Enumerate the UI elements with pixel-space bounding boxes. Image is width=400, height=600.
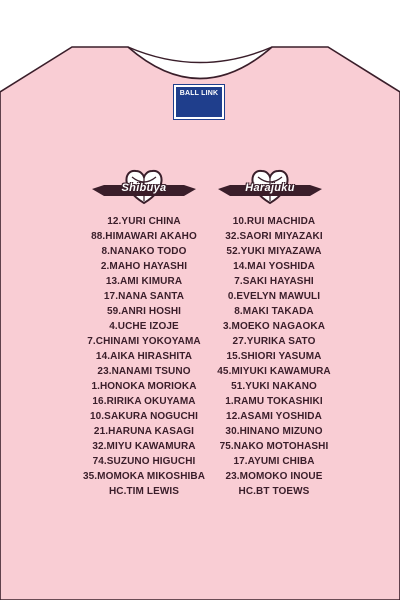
- roster-entry: 10.SAKURA NOGUCHI: [89, 411, 198, 422]
- roster-entry: 88.HIMAWARI AKAHO: [91, 231, 197, 242]
- roster-entry: 27.YURIKA SATO: [232, 336, 316, 347]
- roster-entry: 10.RUI MACHIDA: [232, 216, 316, 227]
- team-name-harajuku: Harajuku: [245, 182, 295, 194]
- roster-entry: 14.AIKA HIRASHITA: [95, 351, 193, 362]
- roster-entry: 21.HARUNA KASAGI: [93, 426, 195, 437]
- roster-entry: 59.ANRI HOSHI: [106, 306, 182, 317]
- roster-entry: 14.MAI YOSHIDA: [233, 261, 315, 272]
- roster-entry: 15.SHIORI YASUMA: [226, 351, 322, 362]
- shibuya-heart-logo: [84, 163, 204, 213]
- head-coach-entry: HC.BT TOEWS: [238, 486, 310, 497]
- roster-entry: 32.SAORI MIYAZAKI: [225, 231, 323, 242]
- roster-entry: 7.CHINAMI YOKOYAMA: [87, 336, 201, 347]
- roster-entry: 16.RIRIKA OKUYAMA: [92, 396, 196, 407]
- roster-entry: 1.RAMU TOKASHIKI: [225, 396, 323, 407]
- roster-entry: 75.NAKO MOTOHASHI: [219, 441, 329, 452]
- roster-entry: 23.MOMOKO INOUE: [225, 471, 323, 482]
- roster-entry: 0.EVELYN MAWULI: [227, 291, 321, 302]
- roster-entry: 3.MOEKO NAGAOKA: [222, 321, 326, 332]
- roster-entry: 13.AMI KIMURA: [105, 276, 183, 287]
- roster-entry: 17.NANA SANTA: [103, 291, 185, 302]
- roster-entry: 1.HONOKA MORIOKA: [91, 381, 197, 392]
- roster-entry: 12.ASAMI YOSHIDA: [226, 411, 322, 422]
- roster-entry: 51.YUKI NAKANO: [231, 381, 317, 392]
- roster-entry: 17.AYUMI CHIBA: [233, 456, 315, 467]
- roster-entry: 23.NANAMI TSUNO: [97, 366, 191, 377]
- roster-entry: 74.SUZUNO HIGUCHI: [92, 456, 196, 467]
- team-name-shibuya: Shibuya: [121, 182, 167, 194]
- roster-entry: 4.UCHE IZOJE: [109, 321, 179, 332]
- roster-entry: 8.MAKI TAKADA: [234, 306, 314, 317]
- brand-tag-title: BALL LINK: [179, 90, 219, 97]
- roster-entry: 7.SAKI HAYASHI: [234, 276, 314, 287]
- roster-entry: 52.YUKI MIYAZAWA: [226, 246, 322, 257]
- roster-entry: 35.MOMOKA MIKOSHIBA: [82, 471, 206, 482]
- roster-entry: 12.YURI CHINA: [107, 216, 181, 227]
- roster-entry: 2.MAHO HAYASHI: [100, 261, 188, 272]
- harajuku-roster: [174, 214, 374, 499]
- harajuku-heart-logo: [210, 163, 330, 213]
- roster-entry: 32.MIYU KAWAMURA: [92, 441, 196, 452]
- roster-entry: 45.MIYUKI KAWAMURA: [217, 366, 331, 377]
- collar-seam: [128, 47, 272, 63]
- brand-neck-tag: [174, 85, 224, 119]
- roster-entry: 8.NANAKO TODO: [101, 246, 187, 257]
- roster-entry: 30.HINANO MIZUNO: [225, 426, 323, 437]
- head-coach-entry: HC.TIM LEWIS: [108, 486, 180, 497]
